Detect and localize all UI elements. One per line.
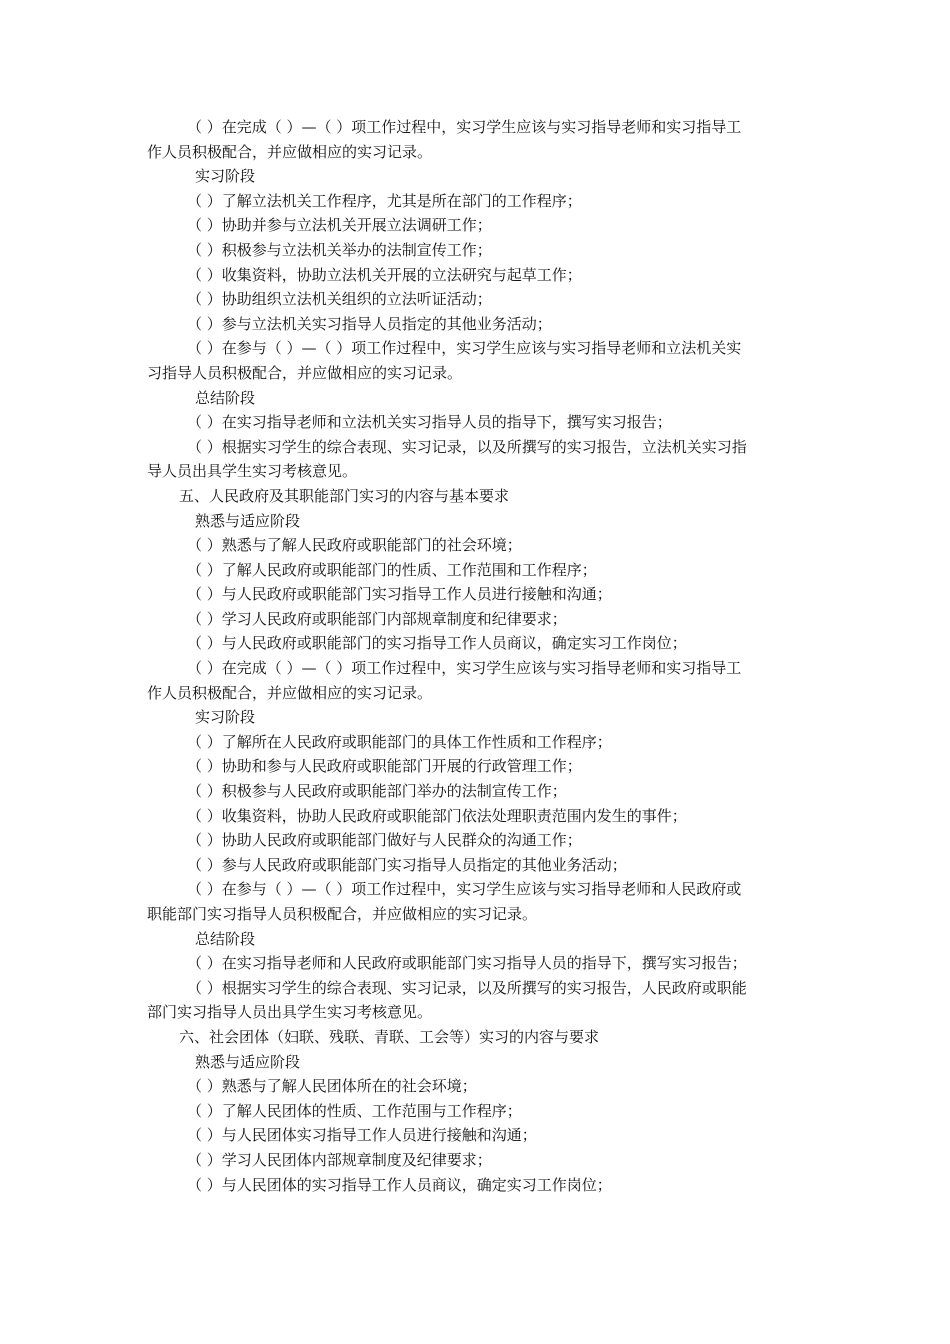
text-line: （ ）在完成（ ）—（ ）项工作过程中，实习学生应该与实习指导老师和实习指导工 <box>187 118 742 136</box>
text-line: 习指导人员积极配合，并应做相应的实习记录。 <box>147 363 463 382</box>
text-line: （ ）收集资料，协助人民政府或职能部门依法处理职责范围内发生的事件； <box>187 806 687 825</box>
text-line: （ ）协助组织立法机关组织的立法听证活动； <box>187 290 492 309</box>
text-line: （ ）协助并参与立法机关开展立法调研工作； <box>187 216 492 235</box>
text-line: （ ）学习人民政府或职能部门内部规章制度和纪律要求； <box>187 609 567 628</box>
text-line: （ ）与人民团体实习指导工作人员进行接触和沟通； <box>187 1126 537 1145</box>
text-line: （ ）根据实习学生的综合表现、实习记录，以及所撰写的实习报告，立法机关实习指 <box>187 437 747 456</box>
text-line: （ ）在实习指导老师和人民政府或职能部门实习指导人员的指导下，撰写实习报告； <box>187 954 747 973</box>
text-line: 五、人民政府及其职能部门实习的内容与基本要求 <box>179 486 510 505</box>
text-line: （ ）协助人民政府或职能部门做好与人民群众的沟通工作； <box>187 831 582 850</box>
text-line: （ ）收集资料，协助立法机关开展的立法研究与起草工作； <box>187 265 582 284</box>
text-line: （ ）了解人民团体的性质、工作范围与工作程序； <box>187 1101 522 1120</box>
text-line: 总结阶段 <box>195 388 256 407</box>
text-line: 总结阶段 <box>195 929 256 948</box>
text-line: （ ）与人民政府或职能部门实习指导工作人员进行接触和沟通； <box>187 585 612 604</box>
text-line: （ ）参与立法机关实习指导人员指定的其他业务活动； <box>187 314 552 333</box>
document-body <box>147 115 811 1197</box>
text-line: （ ）学习人民团体内部规章制度及纪律要求； <box>187 1150 492 1169</box>
text-line: （ ）熟悉与了解人民政府或职能部门的社会环境； <box>187 536 522 555</box>
text-line: （ ）与人民团体的实习指导工作人员商议，确定实习工作岗位； <box>187 1175 612 1194</box>
text-line: （ ）在完成（ ）—（ ）项工作过程中，实习学生应该与实习指导老师和实习指导工 <box>187 659 742 678</box>
text-line: 熟悉与适应阶段 <box>195 1052 301 1071</box>
text-line: （ ）在参与（ ）—（ ）项工作过程中，实习学生应该与实习指导老师和立法机关实 <box>187 339 742 358</box>
text-line: （ ）了解立法机关工作程序，尤其是所在部门的工作程序； <box>187 191 582 210</box>
text-line: 作人员积极配合，并应做相应的实习记录。 <box>147 683 433 702</box>
text-line: 作人员积极配合，并应做相应的实习记录。 <box>147 142 433 161</box>
text-line: （ ）了解所在人民政府或职能部门的具体工作性质和工作程序； <box>187 732 612 751</box>
text-line: （ ）积极参与立法机关举办的法制宣传工作； <box>187 240 492 259</box>
text-line: （ ）在参与（ ）—（ ）项工作过程中，实习学生应该与实习指导老师和人民政府或 <box>187 880 742 899</box>
text-line: （ ）在实习指导老师和立法机关实习指导人员的指导下，撰写实习报告； <box>187 413 672 432</box>
text-line: （ ）了解人民政府或职能部门的性质、工作范围和工作程序； <box>187 560 597 579</box>
text-line: 职能部门实习指导人员积极配合，并应做相应的实习记录。 <box>147 905 538 923</box>
text-line: 熟悉与适应阶段 <box>195 511 301 530</box>
text-line: （ ）熟悉与了解人民团体所在的社会环境； <box>187 1077 477 1096</box>
text-line: （ ）积极参与人民政府或职能部门举办的法制宣传工作； <box>187 782 567 801</box>
text-line: （ ）根据实习学生的综合表现、实习记录，以及所撰写的实习报告，人民政府或职能 <box>187 978 747 997</box>
text-line: （ ）参与人民政府或职能部门实习指导人员指定的其他业务活动； <box>187 855 627 874</box>
text-line: 导人员出具学生实习考核意见。 <box>147 462 358 481</box>
text-line: （ ）与人民政府或职能部门的实习指导工作人员商议，确定实习工作岗位； <box>187 634 687 653</box>
text-line: 部门实习指导人员出具学生实习考核意见。 <box>147 1003 433 1022</box>
text-line: 实习阶段 <box>195 708 256 727</box>
text-line: 六、社会团体（妇联、残联、青联、工会等）实习的内容与要求 <box>179 1027 600 1046</box>
text-line: （ ）协助和参与人民政府或职能部门开展的行政管理工作； <box>187 757 582 776</box>
text-line: 实习阶段 <box>195 167 256 186</box>
